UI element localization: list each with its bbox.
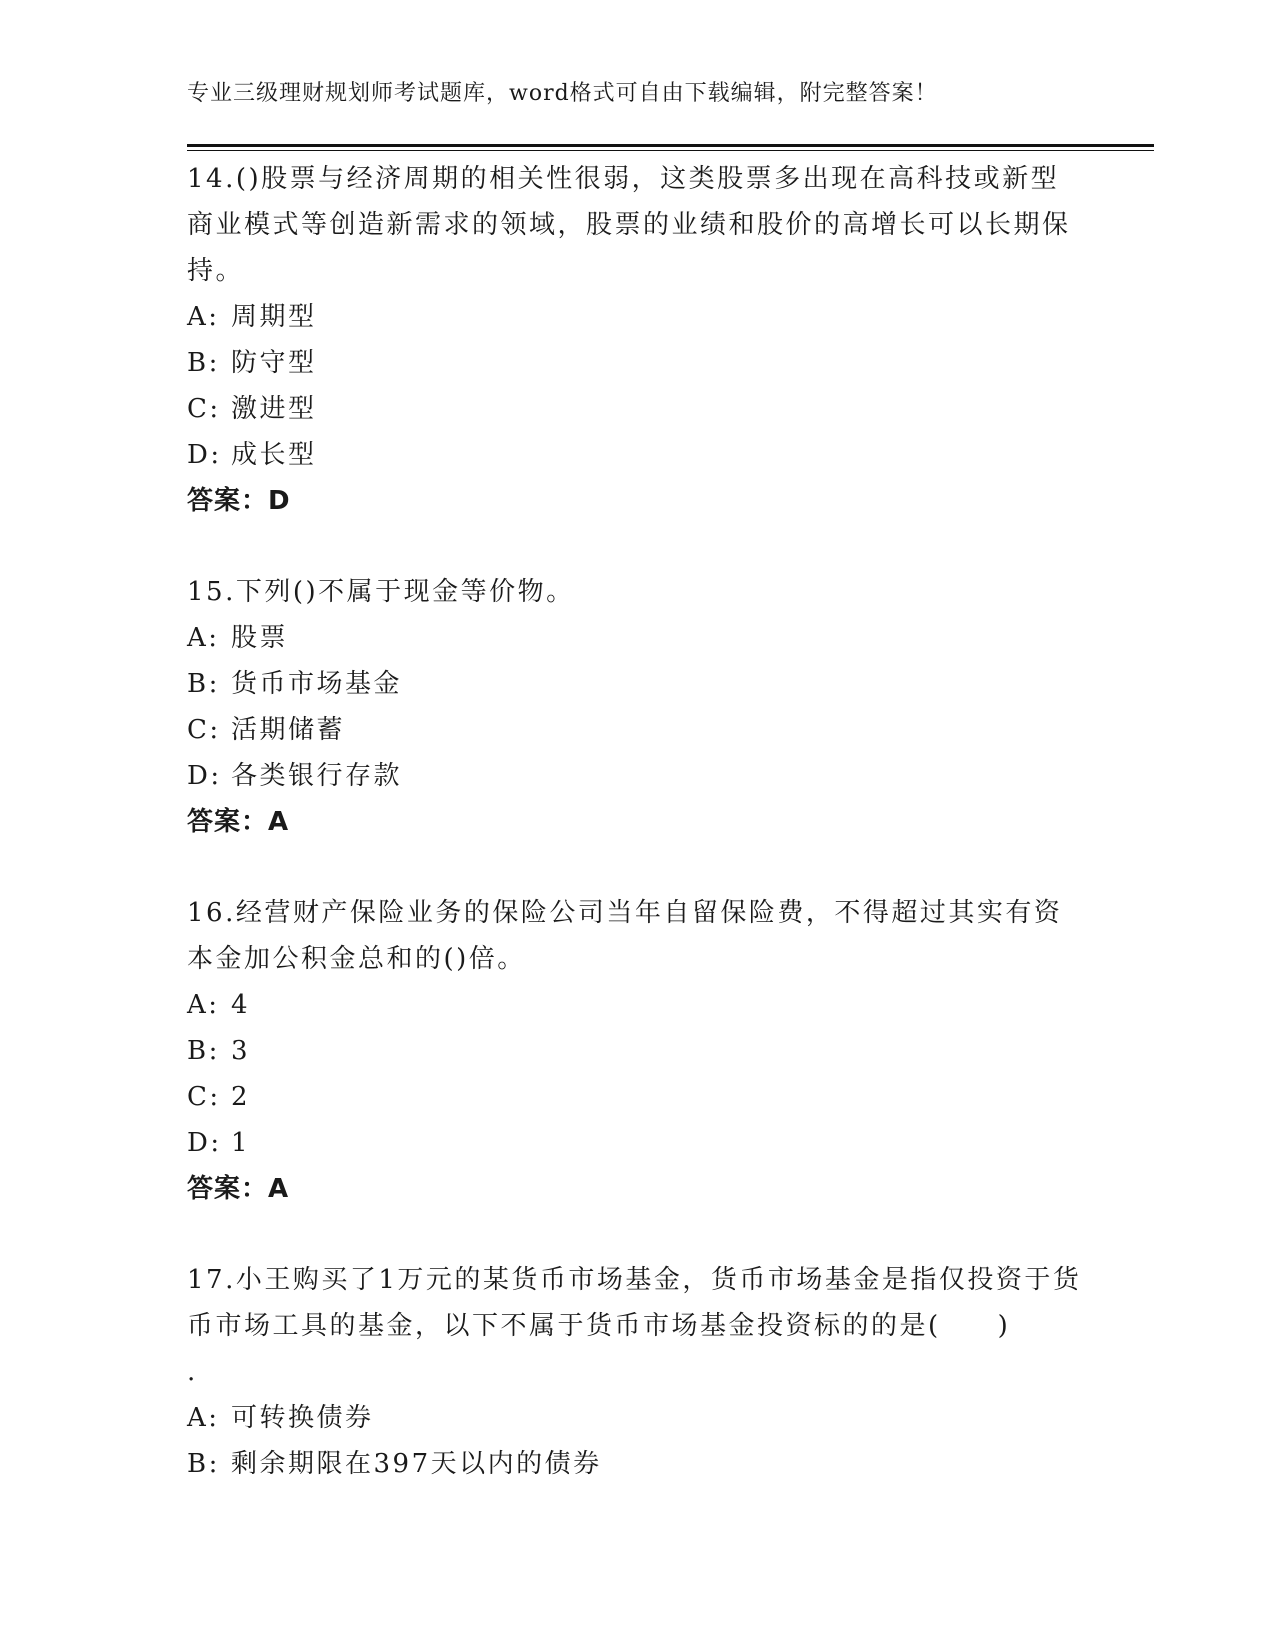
option-b: [187, 661, 1087, 707]
question-stem: 14.()股票与经济周期的相关性很弱，这类股票多出现在高科技或新型商业模式等创造新需求的领域，股票的业绩和股价的高增长可以长期保持。: [187, 164, 1071, 286]
option-text: 活期储蓄: [231, 715, 346, 745]
option-letter: B:: [187, 348, 220, 378]
option-letter: D:: [187, 1128, 222, 1158]
question-list: [187, 156, 1087, 1487]
document-header: 专业三级理财规划师考试题库，word格式可自由下载编辑，附完整答案！: [187, 81, 938, 106]
option-text: 可转换债券: [231, 1403, 374, 1433]
option-d: [187, 753, 1087, 799]
option-d: [187, 432, 1087, 478]
option-b: [187, 1441, 1087, 1487]
question-stem: 15.下列()不属于现金等价物。: [187, 577, 575, 607]
question-spacer: [187, 845, 1087, 890]
question-16: [187, 890, 1087, 1212]
answer-line: 答案：A: [187, 807, 290, 837]
option-text: 3: [231, 1036, 251, 1066]
option-letter: A:: [187, 302, 220, 332]
option-letter: A:: [187, 623, 220, 653]
option-b: [187, 340, 1087, 386]
option-text: 周期型: [231, 302, 317, 332]
option-text: 股票: [231, 623, 289, 653]
option-letter: D:: [187, 761, 222, 791]
option-letter: C:: [187, 394, 221, 424]
option-letter: B:: [187, 669, 220, 699]
question-spacer: [187, 524, 1087, 569]
answer-line: 答案：D: [187, 486, 291, 516]
question-14: [187, 156, 1087, 524]
option-a: [187, 615, 1087, 661]
option-text: 剩余期限在397天以内的债券: [231, 1449, 602, 1479]
option-c: [187, 707, 1087, 753]
question-spacer: [187, 1212, 1087, 1257]
option-c: [187, 386, 1087, 432]
option-a: [187, 982, 1087, 1028]
option-text: 激进型: [231, 394, 317, 424]
option-letter: B:: [187, 1036, 220, 1066]
option-text: 1: [231, 1128, 251, 1158]
option-text: 4: [231, 990, 251, 1020]
header-rule-thick: [187, 144, 1154, 147]
option-text: 2: [231, 1082, 251, 1112]
option-text: 货币市场基金: [231, 669, 403, 699]
option-text: 防守型: [231, 348, 317, 378]
option-letter: C:: [187, 1082, 221, 1112]
stem-trailing-dot: .: [187, 1357, 196, 1387]
option-letter: B:: [187, 1449, 220, 1479]
option-c: [187, 1074, 1087, 1120]
option-d: [187, 1120, 1087, 1166]
option-letter: D:: [187, 440, 222, 470]
option-letter: A:: [187, 1403, 220, 1433]
option-a: [187, 1395, 1087, 1441]
option-text: 成长型: [231, 440, 317, 470]
option-letter: C:: [187, 715, 221, 745]
answer-line: 答案：A: [187, 1174, 290, 1204]
question-17: [187, 1257, 1087, 1487]
option-letter: A:: [187, 990, 220, 1020]
option-a: [187, 294, 1087, 340]
header-rule-thin: [187, 150, 1154, 151]
question-stem: 17.小王购买了1万元的某货币市场基金，货币市场基金是指仅投资于货币市场工具的基金，以下不属于货币市场基金投资标的的是( ): [187, 1265, 1082, 1341]
option-text: 各类银行存款: [231, 761, 403, 791]
question-stem: 16.经营财产保险业务的保险公司当年自留保险费，不得超过其实有资本金加公积金总和的()倍。: [187, 898, 1063, 974]
option-b: [187, 1028, 1087, 1074]
question-15: [187, 569, 1087, 845]
